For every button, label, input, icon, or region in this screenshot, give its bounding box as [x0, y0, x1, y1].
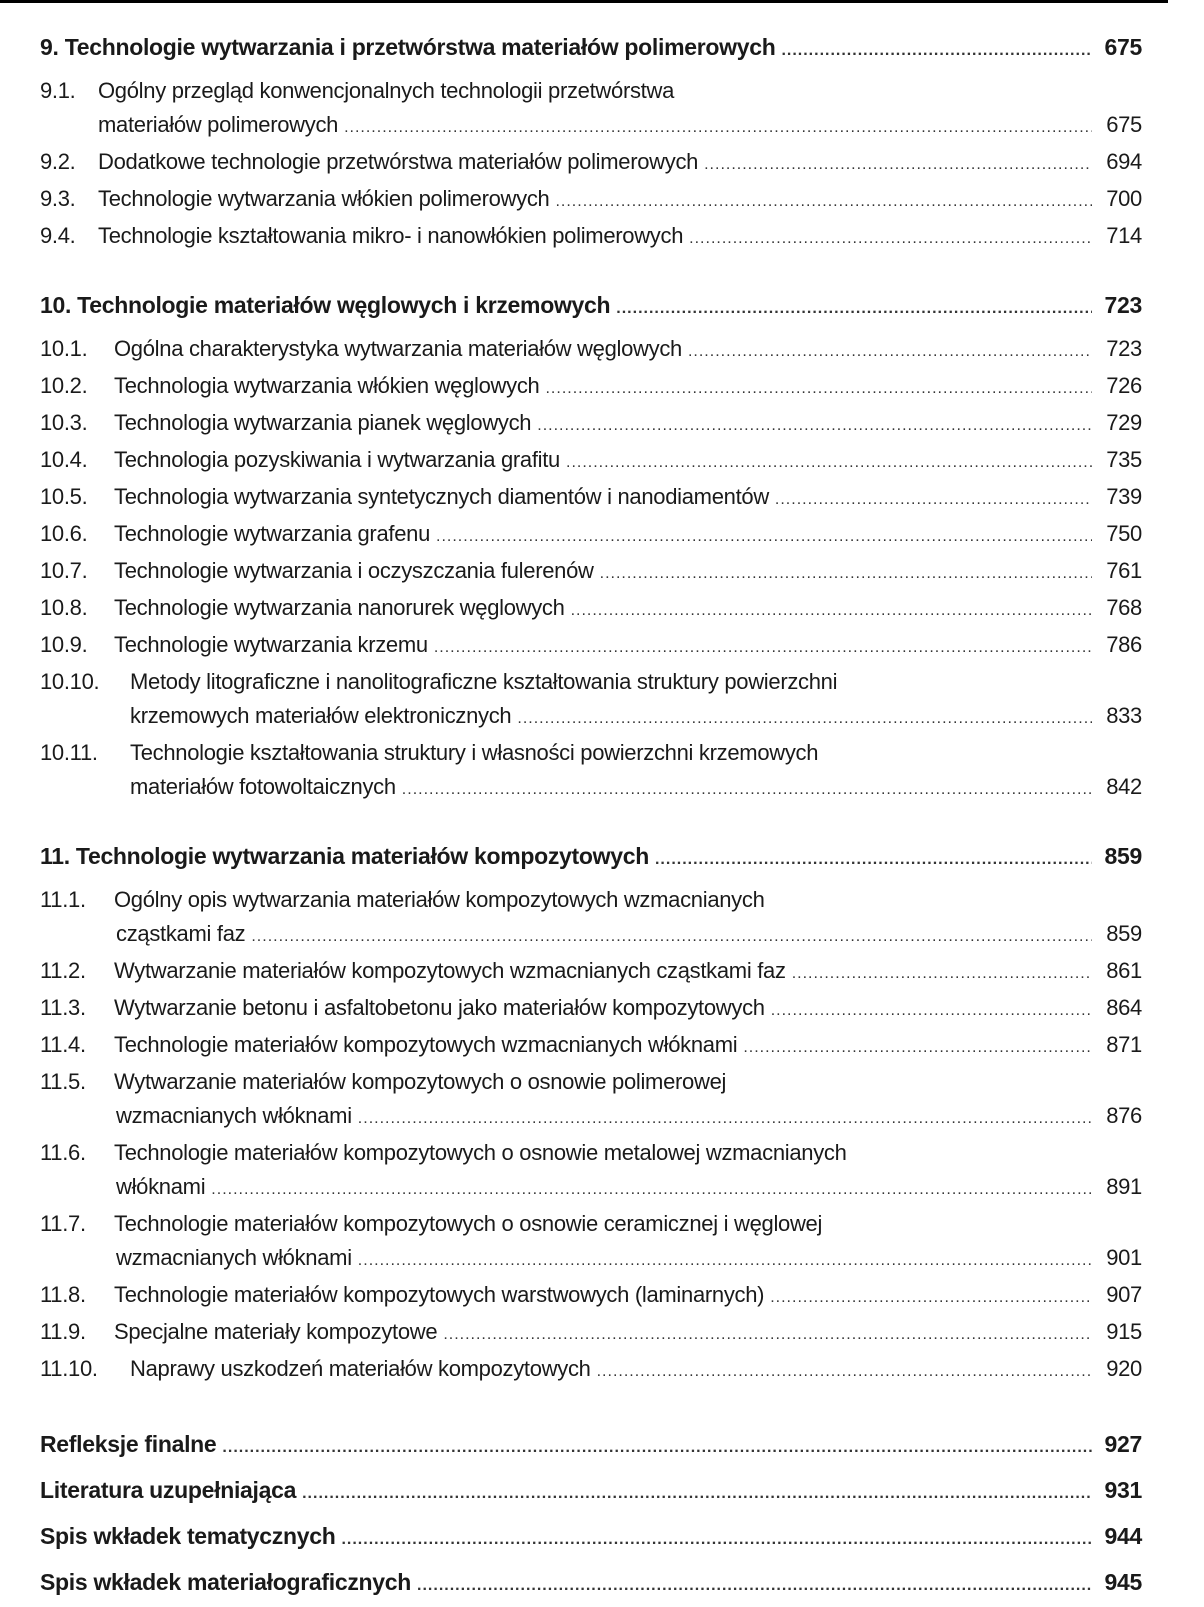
section-number: 11.7.: [40, 1211, 86, 1236]
toc-section-10-6[interactable]: [40, 517, 1142, 554]
toc-section-10-2[interactable]: [40, 369, 1142, 406]
page-number: 876: [1106, 1103, 1142, 1128]
toc-section-10-11-cont[interactable]: [40, 770, 1142, 807]
chapter-title: Technologie materiałów węglowych i krzemowych: [77, 292, 611, 318]
dot-leader: [358, 1102, 1092, 1136]
section-number: 11.6.: [40, 1140, 86, 1165]
page-number: 833: [1106, 703, 1142, 728]
toc-section-11-8[interactable]: [40, 1278, 1142, 1315]
section-title: Ogólny opis wytwarzania materiałów kompozytowych wzmacnianych: [114, 887, 765, 912]
section-number: 11.1.: [40, 887, 86, 912]
section-title: Naprawy uszkodzeń materiałów kompozytowych: [130, 1356, 591, 1381]
section-number: 10.5.: [40, 484, 88, 509]
dot-leader: [344, 111, 1092, 145]
page-number: 786: [1106, 632, 1142, 657]
toc-section-10-4[interactable]: [40, 443, 1142, 480]
page-number: 675: [1104, 34, 1142, 60]
page-number: 726: [1106, 373, 1142, 398]
section-number: 10.7.: [40, 558, 88, 583]
toc-backmatter-refleksje[interactable]: [40, 1423, 1142, 1469]
toc-section-11-7[interactable]: [40, 1207, 1142, 1241]
chapter-number: 10.: [40, 292, 72, 318]
toc-chapter-10[interactable]: [40, 288, 1142, 326]
section-number: 10.3.: [40, 410, 88, 435]
dot-leader: [616, 292, 1092, 326]
section-number: 10.6.: [40, 521, 88, 546]
section-title: Wytwarzanie materiałów kompozytowych o osnowie polimerowej: [114, 1069, 727, 1094]
toc-section-9-1[interactable]: [40, 74, 1142, 108]
section-number: 9.1.: [40, 78, 76, 103]
section-title-continued: materiałów polimerowych: [98, 112, 339, 137]
toc-section-10-7[interactable]: [40, 554, 1142, 591]
page-number: 901: [1106, 1245, 1142, 1270]
section-title: Technologia wytwarzania włókien węglowych: [114, 373, 540, 398]
dot-leader: [211, 1173, 1092, 1207]
page-number: 915: [1106, 1319, 1142, 1344]
toc-section-11-2[interactable]: [40, 954, 1142, 991]
page-number: 861: [1106, 958, 1142, 983]
section-title: Technologie kształtowania struktury i własności powierzchni krzemowych: [130, 740, 819, 765]
dot-leader: [655, 843, 1092, 877]
toc-section-11-5-cont[interactable]: [40, 1099, 1142, 1136]
page-number: 700: [1106, 186, 1142, 211]
dot-leader: [443, 1318, 1092, 1352]
page-number: 768: [1106, 595, 1142, 620]
toc-backmatter-literatura[interactable]: [40, 1469, 1142, 1515]
top-rule: [0, 0, 1168, 3]
dot-leader: [341, 1519, 1092, 1561]
section-number: 11.3.: [40, 995, 86, 1020]
toc-section-10-3[interactable]: [40, 406, 1142, 443]
page-number: 729: [1106, 410, 1142, 435]
page-number: 723: [1106, 336, 1142, 361]
page-number: 927: [1104, 1431, 1142, 1457]
toc-section-9-3[interactable]: [40, 182, 1142, 219]
toc-section-10-5[interactable]: [40, 480, 1142, 517]
dot-leader: [222, 1427, 1092, 1469]
chapter-title: Technologie wytwarzania i przetwórstwa materiałów polimerowych: [64, 34, 776, 60]
section-number: 11.4.: [40, 1032, 86, 1057]
section-number: 10.4.: [40, 447, 88, 472]
page-number: 944: [1104, 1523, 1142, 1549]
page-number: 842: [1106, 774, 1142, 799]
toc-section-11-1[interactable]: [40, 883, 1142, 917]
section-title: Technologie wytwarzania nanorurek węglowych: [114, 595, 565, 620]
chapter-number: 11.: [40, 843, 70, 869]
section-number: 11.8.: [40, 1282, 86, 1307]
toc-section-11-10[interactable]: [40, 1352, 1142, 1389]
toc-section-11-5[interactable]: [40, 1065, 1142, 1099]
section-title: Dodatkowe technologie przetwórstwa materiałów polimerowych: [98, 149, 699, 174]
toc-section-11-3[interactable]: [40, 991, 1142, 1028]
section-title-continued: wzmacnianych włóknami: [116, 1245, 352, 1270]
section-title-continued: cząstkami faz: [116, 921, 246, 946]
page-number: 859: [1104, 843, 1142, 869]
section-number: 9.4.: [40, 223, 76, 248]
toc-section-10-10[interactable]: [40, 665, 1142, 699]
section-number: 11.5.: [40, 1069, 86, 1094]
page-number: 945: [1104, 1569, 1142, 1595]
dot-leader: [436, 520, 1092, 554]
dot-leader: [545, 372, 1092, 406]
dot-leader: [704, 148, 1092, 182]
dot-leader: [517, 702, 1092, 736]
page-number: 714: [1106, 223, 1142, 248]
dot-leader: [770, 1281, 1092, 1315]
page-number: 739: [1106, 484, 1142, 509]
section-number: 10.1.: [40, 336, 88, 361]
page-number: 761: [1106, 558, 1142, 583]
dot-leader: [743, 1031, 1092, 1065]
dot-leader: [417, 1565, 1092, 1607]
toc-section-11-9[interactable]: [40, 1315, 1142, 1352]
section-title: Technologia wytwarzania syntetycznych diamentów i nanodiamentów: [114, 484, 769, 509]
section-title: Technologie wytwarzania grafenu: [114, 521, 431, 546]
toc-chapter-9[interactable]: [40, 30, 1142, 68]
section-number: 9.3.: [40, 186, 76, 211]
section-title: Technologie wytwarzania i oczyszczania fulerenów: [114, 558, 594, 583]
dot-leader: [251, 920, 1092, 954]
dot-leader: [302, 1473, 1092, 1515]
page-number: 864: [1106, 995, 1142, 1020]
toc-section-9-1-cont[interactable]: [40, 108, 1142, 145]
section-title: Technologie kształtowania mikro- i nanowłókien polimerowych: [98, 223, 684, 248]
section-title: Technologie materiałów kompozytowych o osnowie metalowej wzmacnianych: [114, 1140, 847, 1165]
dot-leader: [566, 446, 1092, 480]
page-number: 891: [1106, 1174, 1142, 1199]
section-number: 10.2.: [40, 373, 88, 398]
page-number: 723: [1104, 292, 1142, 318]
dot-leader: [689, 222, 1092, 256]
backmatter-title: Spis wkładek tematycznych: [40, 1523, 336, 1549]
section-title: Metody litograficzne i nanolitograficzne kształtowania struktury powierzchni: [130, 669, 838, 694]
section-number: 10.11.: [40, 740, 98, 765]
toc-backmatter-wkladki-tematyczne[interactable]: [40, 1515, 1142, 1561]
toc-section-11-6[interactable]: [40, 1136, 1142, 1170]
toc-backmatter-wkladki-materialograficzne[interactable]: [40, 1561, 1142, 1607]
dot-leader: [792, 957, 1092, 991]
section-title: Ogólna charakterystyka wytwarzania materiałów węglowych: [114, 336, 682, 361]
page-number: 920: [1106, 1356, 1142, 1381]
dot-leader: [597, 1355, 1092, 1389]
page-number: 931: [1104, 1477, 1142, 1503]
page-number: 735: [1106, 447, 1142, 472]
dot-leader: [434, 631, 1092, 665]
chapter-number: 9.: [40, 34, 59, 60]
page-number: 750: [1106, 521, 1142, 546]
section-title: Technologie materiałów kompozytowych warstwowych (laminarnych): [114, 1282, 765, 1307]
section-title-continued: materiałów fotowoltaicznych: [130, 774, 396, 799]
dot-leader: [771, 994, 1092, 1028]
section-title: Technologia wytwarzania pianek węglowych: [114, 410, 532, 435]
toc-section-11-7-cont[interactable]: [40, 1241, 1142, 1278]
section-title-continued: włóknami: [116, 1174, 206, 1199]
page-number: 871: [1106, 1032, 1142, 1057]
page-number: 675: [1106, 112, 1142, 137]
section-title: Technologia pozyskiwania i wytwarzania grafitu: [114, 447, 560, 472]
section-number: 10.8.: [40, 595, 88, 620]
section-title: Wytwarzanie materiałów kompozytowych wzmacnianych cząstkami faz: [114, 958, 786, 983]
section-title-continued: wzmacnianych włóknami: [116, 1103, 352, 1128]
toc-section-9-2[interactable]: [40, 145, 1142, 182]
toc-section-11-1-cont[interactable]: [40, 917, 1142, 954]
dot-leader: [358, 1244, 1092, 1278]
page-number: 907: [1106, 1282, 1142, 1307]
section-number: 11.2.: [40, 958, 86, 983]
page-number: 694: [1106, 149, 1142, 174]
section-number: 11.9.: [40, 1319, 86, 1344]
section-title: Technologie materiałów kompozytowych wzmacnianych włóknami: [114, 1032, 738, 1057]
section-title-continued: krzemowych materiałów elektronicznych: [130, 703, 512, 728]
backmatter-title: Refleksje finalne: [40, 1431, 217, 1457]
section-number: 10.10.: [40, 669, 100, 694]
toc-chapter-11[interactable]: [40, 839, 1142, 877]
section-title: Specjalne materiały kompozytowe: [114, 1319, 438, 1344]
toc-section-11-6-cont[interactable]: [40, 1170, 1142, 1207]
page-number: 859: [1106, 921, 1142, 946]
toc-section-10-11[interactable]: [40, 736, 1142, 770]
toc-section-10-8[interactable]: [40, 591, 1142, 628]
dot-leader: [537, 409, 1092, 443]
dot-leader: [402, 773, 1092, 807]
section-number: 11.10.: [40, 1356, 98, 1381]
section-title: Ogólny przegląd konwencjonalnych technologii przetwórstwa: [98, 78, 675, 103]
backmatter-title: Literatura uzupełniająca: [40, 1477, 297, 1503]
section-title: Wytwarzanie betonu i asfaltobetonu jako materiałów kompozytowych: [114, 995, 765, 1020]
toc-section-9-4[interactable]: [40, 219, 1142, 256]
section-title: Technologie wytwarzania włókien polimerowych: [98, 186, 550, 211]
chapter-title: Technologie wytwarzania materiałów kompozytowych: [75, 843, 649, 869]
toc-section-10-9[interactable]: [40, 628, 1142, 665]
section-title: Technologie materiałów kompozytowych o osnowie ceramicznej i węglowej: [114, 1211, 823, 1236]
dot-leader: [600, 557, 1092, 591]
toc-section-11-4[interactable]: [40, 1028, 1142, 1065]
dot-leader: [571, 594, 1092, 628]
table-of-contents: [40, 30, 1142, 1607]
dot-leader: [781, 34, 1092, 68]
section-number: 9.2.: [40, 149, 76, 174]
backmatter-title: Spis wkładek materiałograficznych: [40, 1569, 412, 1595]
toc-section-10-10-cont[interactable]: [40, 699, 1142, 736]
dot-leader: [775, 483, 1092, 517]
dot-leader: [688, 335, 1092, 369]
dot-leader: [555, 185, 1092, 219]
section-number: 10.9.: [40, 632, 88, 657]
section-title: Technologie wytwarzania krzemu: [114, 632, 428, 657]
toc-section-10-1[interactable]: [40, 332, 1142, 369]
